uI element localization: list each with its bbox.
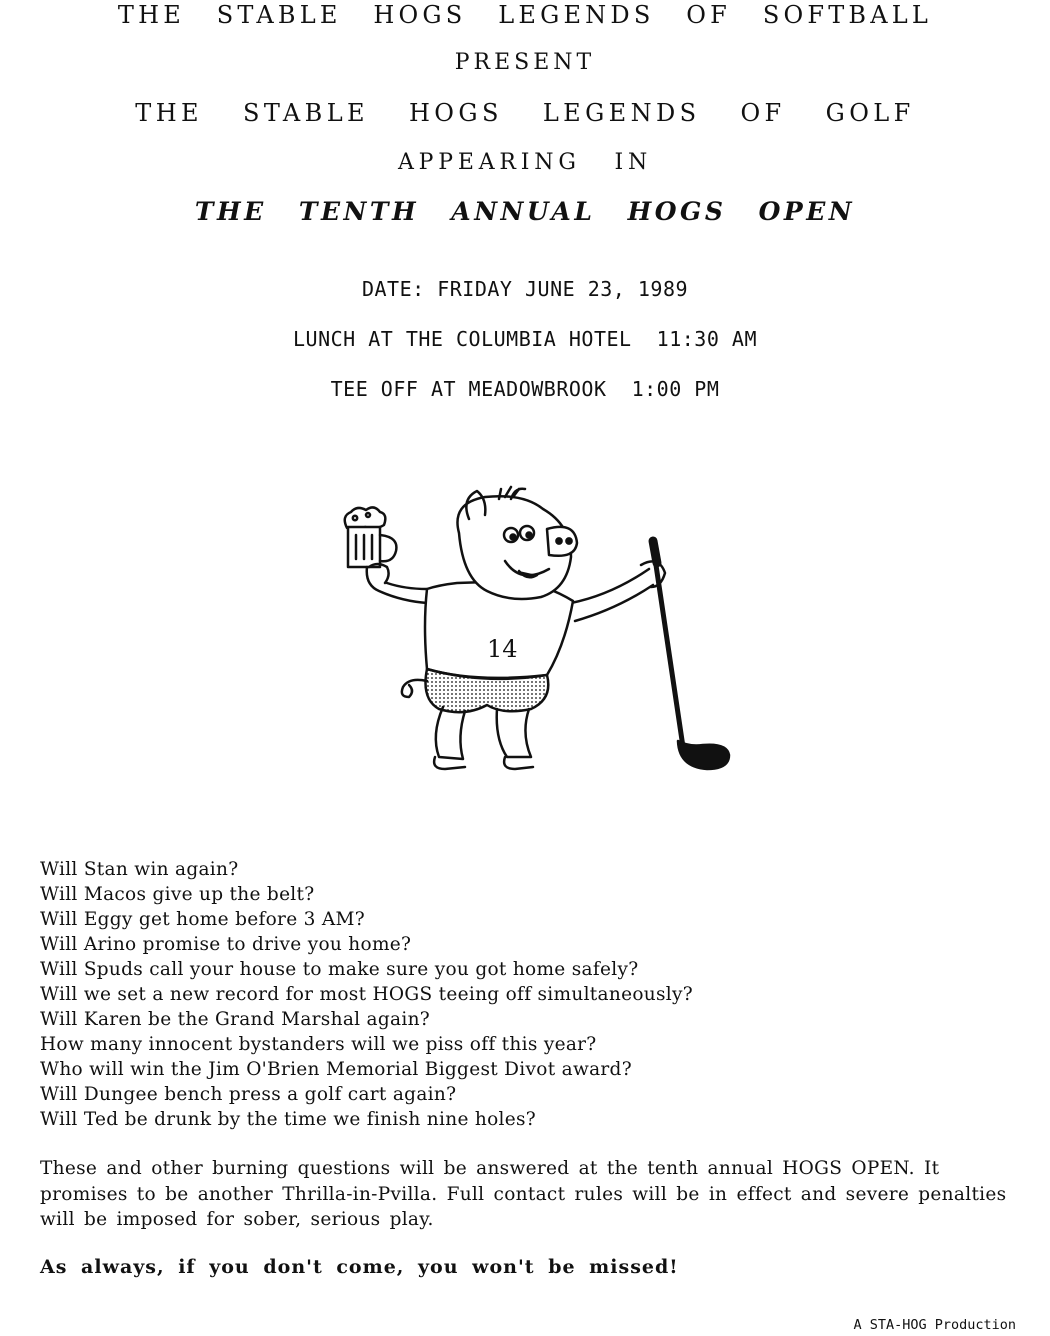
question-item: Will Karen be the Grand Marshal again? (40, 1009, 430, 1030)
question-item: Will Macos give up the belt? (40, 884, 315, 905)
description-paragraph: These and other burning questions will be answered at the tenth annual HOGS OPEN. It promises to be another Thrilla-in-Pvilla. Full contact rules will be in effect and severe penalties will be imposed for sober, serious play. (40, 1158, 1007, 1230)
header-line-appearing: APPEARING IN (397, 150, 653, 175)
header-line-softball: THE STABLE HOGS LEGENDS OF SOFTBALL (117, 1, 933, 29)
question-item: Will Arino promise to drive you home? (40, 934, 412, 955)
question-item: Will Ted be drunk by the time we finish nine holes? (40, 1109, 537, 1130)
question-item: Will we set a new record for most HOGS teeing off simultaneously? (40, 984, 693, 1005)
svg-text:14: 14 (487, 635, 518, 663)
event-tee-off: TEE OFF AT MEADOWBROOK 1:00 PM (330, 377, 720, 401)
pig-golfer-illustration (335, 485, 735, 785)
event-date: DATE: FRIDAY JUNE 23, 1989 (361, 277, 689, 301)
header-line-golf: THE STABLE HOGS LEGENDS OF GOLF (135, 99, 915, 127)
production-credit: A STA-HOG Production (853, 1317, 1016, 1333)
question-item: Will Eggy get home before 3 AM? (40, 909, 365, 930)
question-item: Will Stan win again? (40, 859, 239, 880)
question-list (40, 857, 1040, 1132)
event-lunch: LUNCH AT THE COLUMBIA HOTEL 11:30 AM (292, 327, 758, 351)
beer-mug-icon (345, 507, 397, 567)
question-item: Who will win the Jim O'Brien Memorial Biggest Divot award? (40, 1059, 632, 1080)
question-item: Will Spuds call your house to make sure you got home safely? (40, 959, 639, 980)
event-title: THE TENTH ANNUAL HOGS OPEN (194, 197, 856, 226)
closing-line: As always, if you don't come, you won't be missed! (40, 1256, 679, 1278)
question-item: Will Dungee bench press a golf cart again? (40, 1084, 457, 1105)
header-line-present: PRESENT (454, 50, 596, 75)
question-item: How many innocent bystanders will we piss off this year? (40, 1034, 597, 1055)
